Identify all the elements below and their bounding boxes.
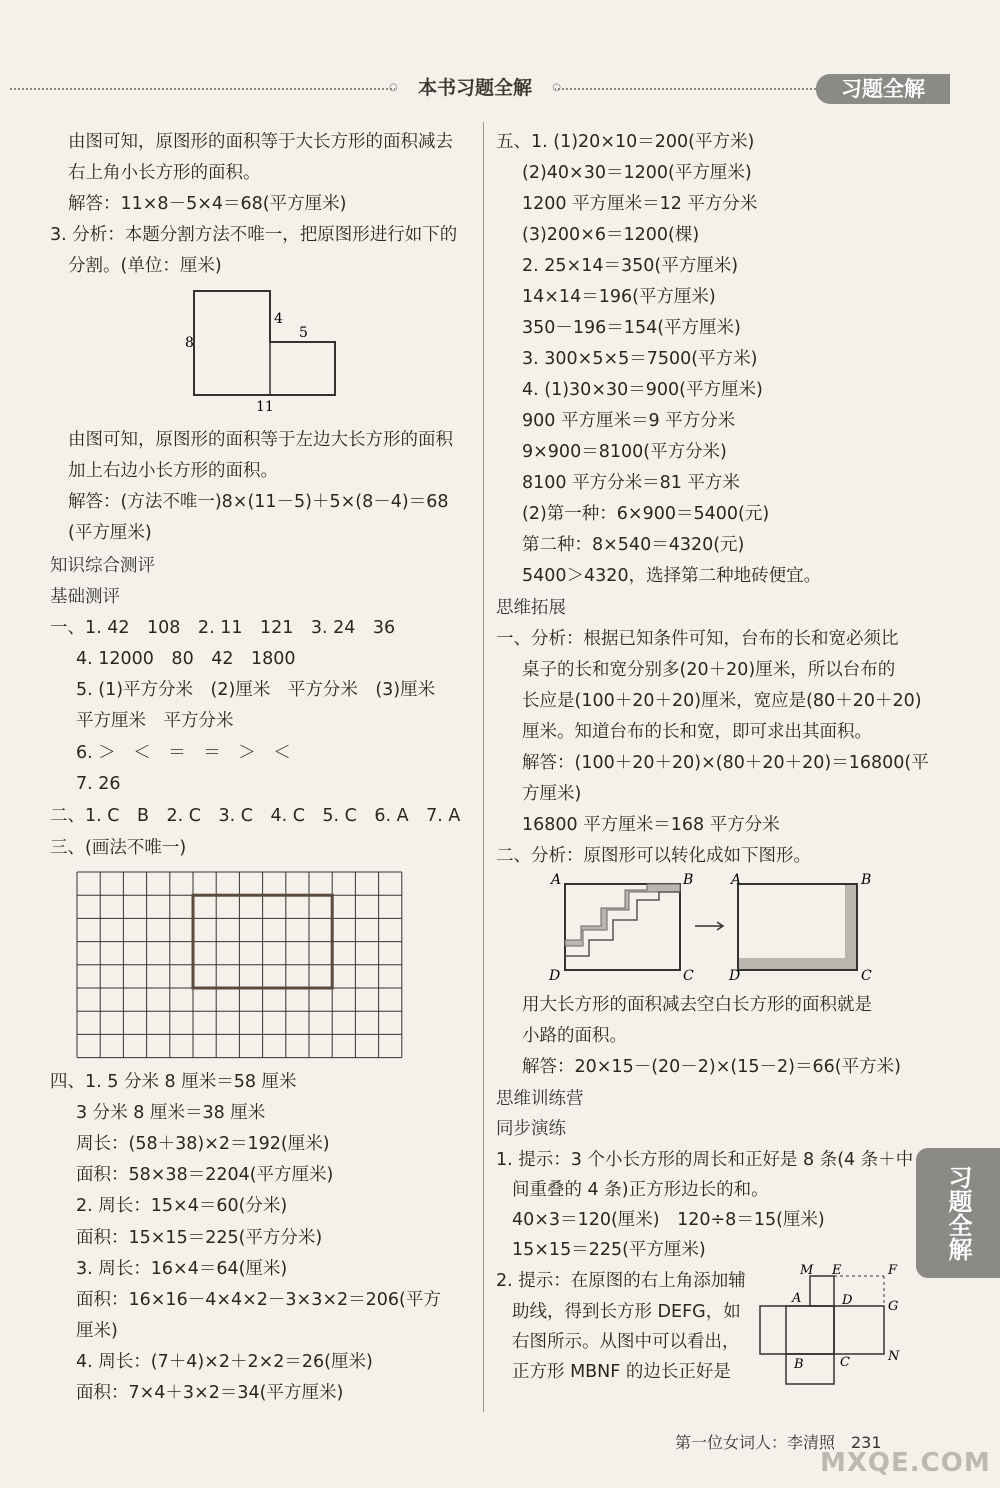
left-line: 2. 周长：15×4＝60(分米) [76,1196,288,1216]
right-line: 厘米。知道台布的长和宽，即可求出其面积。 [522,722,872,742]
section-heading: 基础测评 [50,587,120,607]
left-line: 右上角小长方形的面积。 [68,163,261,183]
point-d2: D [729,968,741,984]
point-a: A [792,1291,802,1306]
right-line: 2. 25×14＝350(平方厘米) [522,256,739,276]
header-tab: 习题全解 [816,74,950,104]
right-line: 正方形 MBNF 的边长正好是 [512,1362,731,1382]
right-line: 一、分析：根据已知条件可知，台布的长和宽必须比 [496,629,899,649]
point-a2: A [731,872,742,888]
point-d: D [842,1293,853,1308]
point-b2: B [861,872,872,888]
left-line: 周长：(58＋38)×2＝192(厘米) [76,1134,330,1154]
right-line: 方厘米) [522,784,582,804]
right-line: 900 平方厘米＝9 平方分米 [522,411,736,431]
left-line: 7. 26 [76,774,121,794]
point-a: A [551,872,562,888]
label-5: 5 [299,325,308,341]
header-title: ○ 本书习题全解 ○ [395,74,555,102]
grid-figure [77,872,417,1058]
right-line: 第二种：8×540＝4320(元) [522,535,745,555]
left-line: 三、(画法不唯一) [50,838,187,858]
right-line: 用大长方形的面积减去空白长方形的面积就是 [522,995,872,1015]
label-11: 11 [256,399,274,415]
point-c: C [840,1355,850,1370]
left-line: 解答：11×8－5×4＝68(平方厘米) [68,194,347,214]
left-line: 平方厘米 平方分米 [76,711,234,731]
point-b: B [683,872,694,888]
left-line: 厘米) [76,1321,118,1341]
point-b: B [794,1357,804,1372]
side-tab: 习题全解 [916,1148,1000,1278]
point-m: M [800,1263,814,1278]
left-line: 面积：7×4＋3×2＝34(平方厘米) [76,1383,344,1403]
right-line: 解答：(100＋20＋20)×(80＋20＋20)＝16800(平 [522,753,929,773]
right-line: 350－196＝154(平方厘米) [522,318,741,338]
left-line: 面积：16×16－4×4×2－3×3×2＝206(平方 [76,1290,441,1310]
left-line: 4. 周长：(7＋4)×2＋2×2＝26(厘米) [76,1352,373,1372]
label-8: 8 [185,335,194,351]
right-line: 9×900＝8100(平方分米) [522,442,727,462]
point-f: F [888,1263,898,1278]
left-line: 二、1. C B 2. C 3. C 4. C 5. C 6. A 7. A [50,806,461,826]
left-line: 3. 分析：本题分割方法不唯一，把原图形进行如下的 [50,225,458,245]
left-line: 面积：58×38＝2204(平方厘米) [76,1165,334,1185]
right-line: 8100 平方分米＝81 平方米 [522,473,740,493]
right-line: 二、分析：原图形可以转化成如下图形。 [496,846,811,866]
left-line: (平方厘米) [68,523,152,543]
right-line: 长应是(100＋20＋20)厘米，宽应是(80＋20＋20) [522,691,922,711]
point-n: N [888,1349,900,1364]
point-e: E [832,1263,842,1278]
right-line: 4. (1)30×30＝900(平方厘米) [522,380,763,400]
label-4: 4 [274,311,283,327]
right-line: (3)200×6＝1200(棵) [522,225,700,245]
left-line: 一、1. 42 108 2. 11 121 3. 24 36 [50,618,396,638]
right-line: 40×3＝120(厘米) 120÷8＝15(厘米) [512,1210,825,1230]
right-line: 五、1. (1)20×10＝200(平方米) [496,132,755,152]
left-line: 加上右边小长方形的面积。 [68,461,278,481]
right-line: 15×15＝225(平方厘米) [512,1240,706,1260]
footer-text: 第一位女词人：李清照 231 [675,1433,882,1452]
section-heading: 同步演练 [496,1119,566,1139]
right-line: 3. 300×5×5＝7500(平方米) [522,349,758,369]
left-line: 6. ＞ ＜ ＝ ＝ ＞ ＜ [76,743,291,763]
left-line: 3. 周长：16×4＝64(厘米) [76,1259,288,1279]
right-line: 右图所示。从图中可以看出， [512,1332,740,1352]
squares-figure [750,1262,910,1386]
left-line: 由图可知，原图形的面积等于左边大长方形的面积 [68,430,453,450]
point-g: G [888,1299,899,1314]
left-line: 4. 12000 80 42 1800 [76,649,296,669]
right-line: (2)第一种：6×900＝5400(元) [522,504,770,524]
path-transform-figure [545,870,885,985]
column-divider [483,122,484,1412]
left-line: 分割。(单位：厘米) [68,256,222,276]
point-d: D [549,968,561,984]
l-shape-figure [175,285,355,415]
left-line: 四、1. 5 分米 8 厘米＝58 厘米 [50,1072,297,1092]
left-line: 由图可知，原图形的面积等于大长方形的面积减去 [68,132,453,152]
right-line: 16800 平方厘米＝168 平方分米 [522,815,780,835]
right-line: 5400＞4320，选择第二种地砖便宜。 [522,566,822,586]
right-line: 间重叠的 4 条)正方形边长的和。 [512,1180,769,1200]
right-line: 助线，得到长方形 DEFG，如 [512,1302,741,1322]
point-c2: C [861,968,872,984]
left-line: 3 分米 8 厘米＝38 厘米 [76,1103,266,1123]
watermark: MXQE.COM [820,1448,991,1478]
section-heading: 思维训练营 [496,1089,584,1109]
right-line: 桌子的长和宽分别多(20＋20)厘米，所以台布的 [522,660,896,680]
right-line: 1200 平方厘米＝12 平方分米 [522,194,758,214]
left-line: 面积：15×15＝225(平方分米) [76,1228,323,1248]
right-line: 解答：20×15－(20－2)×(15－2)＝66(平方米) [522,1057,901,1077]
section-heading: 思维拓展 [496,598,566,618]
right-line: 14×14＝196(平方厘米) [522,287,716,307]
left-line: 解答：(方法不唯一)8×(11－5)＋5×(8－4)＝68 [68,492,449,512]
point-c: C [683,968,694,984]
right-line: (2)40×30＝1200(平方厘米) [522,163,752,183]
right-line: 小路的面积。 [522,1026,627,1046]
section-heading: 知识综合测评 [50,556,155,576]
right-line: 1. 提示：3 个小长方形的周长和正好是 8 条(4 条＋中 [496,1150,914,1170]
left-line: 5. (1)平方分米 (2)厘米 平方分米 (3)厘米 [76,680,436,700]
right-line: 2. 提示：在原图的右上角添加辅 [496,1271,746,1291]
